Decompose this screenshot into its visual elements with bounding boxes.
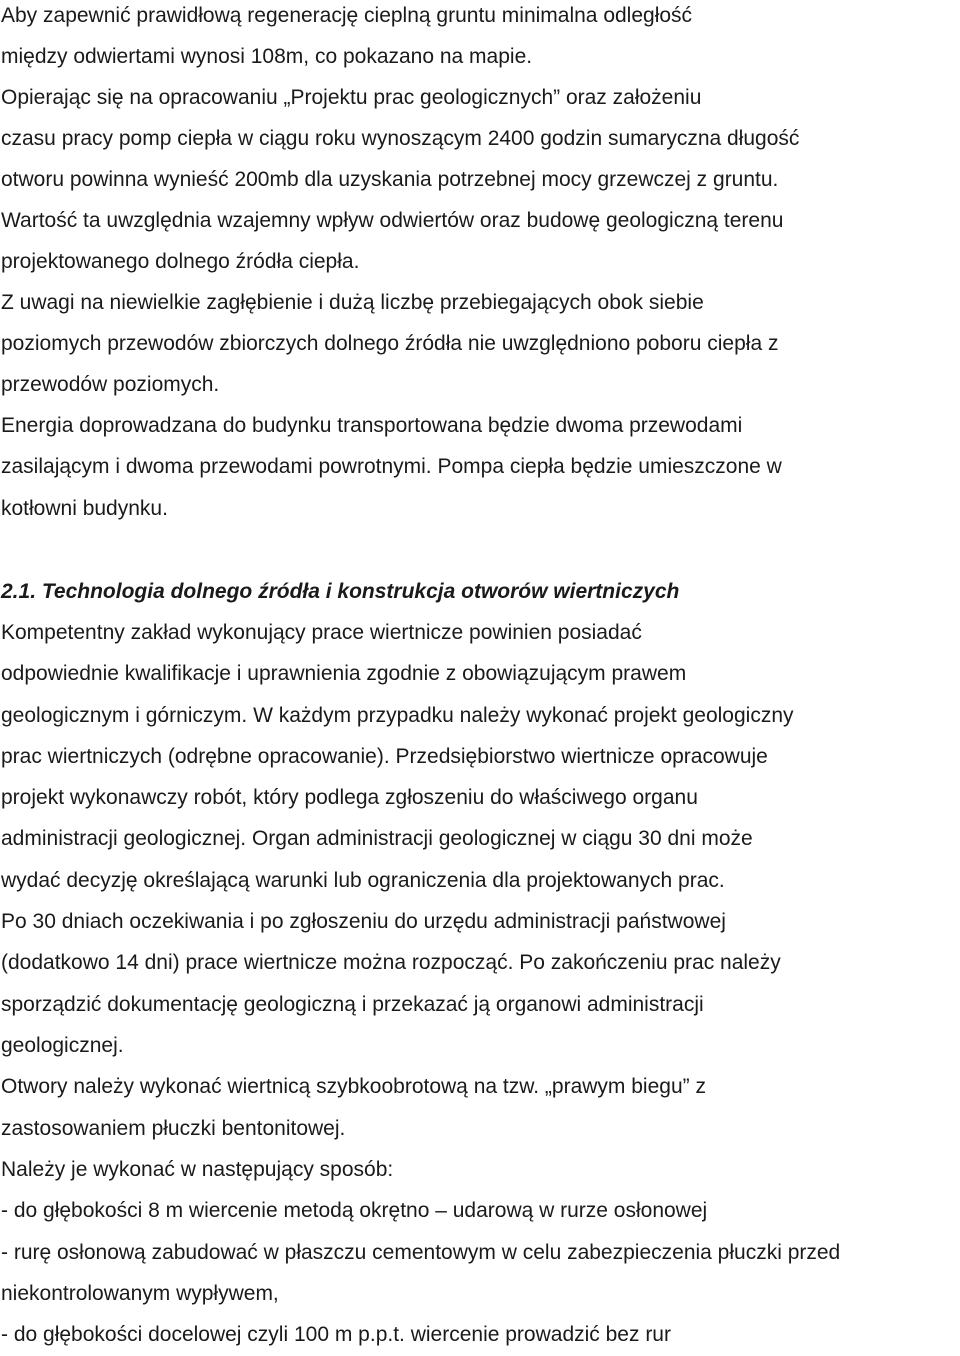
paragraph-line: Z uwagi na niewielkie zagłębienie i dużą liczbę przebiegających obok siebie	[1, 291, 704, 314]
paragraph-line: geologicznej.	[1, 1034, 124, 1057]
paragraph-line: Po 30 dniach oczekiwania i po zgłoszeniu do urzędu administracji państwowej	[1, 910, 726, 933]
paragraph-line: otworu powinna wynieść 200mb dla uzyskania potrzebnej mocy grzewczej z gruntu.	[1, 168, 779, 191]
paragraph-line: geologicznym i górniczym. W każdym przypadku należy wykonać projekt geologiczny	[1, 704, 794, 727]
paragraph-line: między odwiertami wynosi 108m, co pokazano na mapie.	[1, 45, 533, 68]
paragraph-line: wydać decyzję określającą warunki lub ograniczenia dla projektowanych prac.	[1, 869, 725, 892]
paragraph-line: poziomych przewodów zbiorczych dolnego źródła nie uwzględniono poboru ciepła z	[1, 332, 779, 355]
paragraph-line: Energia doprowadzana do budynku transportowana będzie dwoma przewodami	[1, 414, 743, 437]
section-heading: 2.1. Technologia dolnego źródła i konstrukcja otworów wiertniczych	[1, 580, 680, 603]
paragraph-line: Kompetentny zakład wykonujący prace wiertnicze powinien posiadać	[1, 621, 642, 644]
paragraph-line: (dodatkowo 14 dni) prace wiertnicze można rozpocząć. Po zakończeniu prac należy	[1, 951, 781, 974]
paragraph-line: sporządzić dokumentację geologiczną i przekazać ją organowi administracji	[1, 993, 704, 1016]
paragraph-line: odpowiednie kwalifikacje i uprawnienia zgodnie z obowiązującym prawem	[1, 662, 687, 685]
paragraph-line: zasilającym i dwoma przewodami powrotnymi. Pompa ciepła będzie umieszczone w	[1, 455, 782, 478]
paragraph-line: Otwory należy wykonać wiertnicą szybkoobrotową na tzw. „prawym biegu” z	[1, 1075, 706, 1098]
paragraph-line: prac wiertniczych (odrębne opracowanie). Przedsiębiorstwo wiertnicze opracowuje	[1, 745, 768, 768]
paragraph-line: administracji geologicznej. Organ administracji geologicznej w ciągu 30 dni może	[1, 827, 753, 850]
paragraph-line: Aby zapewnić prawidłową regenerację cieplną gruntu minimalna odległość	[1, 4, 693, 27]
paragraph-line: Wartość ta uwzględnia wzajemny wpływ odwiertów oraz budowę geologiczną terenu	[1, 209, 784, 232]
paragraph-line: kotłowni budynku.	[1, 497, 168, 520]
paragraph-line: zastosowaniem płuczki bentonitowej.	[1, 1117, 346, 1140]
paragraph-line: Opierając się na opracowaniu „Projektu prac geologicznych” oraz założeniu	[1, 86, 702, 109]
paragraph-line: Należy je wykonać w następujący sposób:	[1, 1158, 394, 1181]
list-item: - do głębokości 8 m wiercenie metodą okrętno – udarową w rurze osłonowej	[1, 1199, 708, 1222]
list-item: niekontrolowanym wypływem,	[1, 1282, 279, 1305]
list-item: - do głębokości docelowej czyli 100 m p.p.t. wiercenie prowadzić bez rur	[1, 1323, 671, 1346]
paragraph-line: projekt wykonawczy robót, który podlega zgłoszeniu do właściwego organu	[1, 786, 698, 809]
list-item: - rurę osłonową zabudować w płaszczu cementowym w celu zabezpieczenia płuczki przed	[1, 1241, 841, 1264]
paragraph-line: projektowanego dolnego źródła ciepła.	[1, 250, 360, 273]
paragraph-line: czasu pracy pomp ciepła w ciągu roku wynoszącym 2400 godzin sumaryczna długość	[1, 127, 800, 150]
paragraph-line: przewodów poziomych.	[1, 373, 220, 396]
